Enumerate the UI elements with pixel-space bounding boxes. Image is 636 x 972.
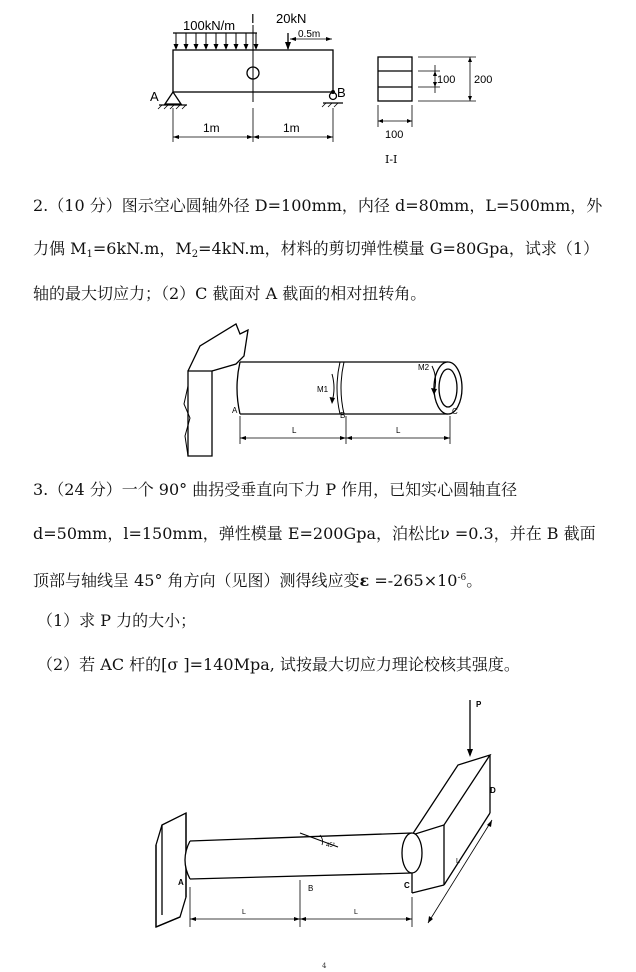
section-mark-label: I (251, 11, 255, 26)
span-left-label: 1m (203, 121, 220, 135)
section-width-dim: 100 (385, 129, 404, 141)
point-b-label: B (308, 884, 314, 893)
point-b-label: B (340, 411, 346, 420)
hollow-shaft-figure (180, 316, 480, 461)
q2-line-1: 2.（10 分）图示空心圆轴外径 D=100mm，内径 d=80mm，L=500mm，外 (33, 196, 603, 215)
q3-item-1: （1）求 P 力的大小； (37, 611, 197, 630)
point-c-label: C (404, 881, 410, 890)
angle-label: 45° (326, 843, 336, 849)
q2-line-2: 力偶 $M_1=6kN.m$，$M_2=4kN.m$，材料的剪切弹性模量 G=80Gpa，试求（1） (33, 239, 600, 260)
section-inner-dim: 100 (437, 74, 456, 86)
point-load-label: 20kN (276, 11, 307, 26)
distributed-load-label: 100kN/m (183, 18, 236, 33)
torque-m2-label: M2 (418, 363, 430, 372)
point-a-label: A (232, 406, 238, 415)
torque-m1-label: M1 (317, 385, 329, 394)
section-caption: I-I (385, 153, 398, 166)
support-a-label: A (150, 89, 159, 104)
q3-line-2: d=50mm，l=150mm，弹性模量 E=200Gpa，泊松比ν =0.3，并在 B 截面 (33, 524, 596, 543)
span-right-label: 1m (283, 121, 300, 135)
support-b-label: B (337, 85, 346, 100)
page-number: 4 (322, 962, 327, 970)
point-a-label: A (178, 878, 184, 887)
q2-line-3: 轴的最大切应力；（2）C 截面对 A 截面的相对扭转角。 (33, 284, 427, 303)
offset-label: 0.5m (298, 29, 321, 40)
crank-figure (150, 695, 510, 945)
q3-item-2: （2）若 AC 杆的[σ ]=140Mpa, 试按最大切应力理论校核其强度。 (37, 655, 520, 674)
length-l-right: L (396, 426, 401, 435)
q3-line-1: 3.（24 分）一个 90° 曲拐受垂直向下力 P 作用，已知实心圆轴直径 (33, 480, 518, 499)
q3-line-3: 顶部与轴线呈 45° 角方向（见图）测得线应变$\varepsilon =-265\times 10^{-6}$。 (33, 571, 483, 590)
length-l-arm: L (456, 858, 460, 865)
section-height-dim: 200 (474, 74, 493, 86)
load-p-label: P (476, 700, 482, 709)
point-d-label: D (490, 786, 496, 795)
length-l-right: L (354, 909, 358, 916)
length-l-left: L (292, 426, 297, 435)
length-l-left: L (242, 909, 246, 916)
point-c-label: C (452, 407, 458, 416)
beam-figure (140, 5, 500, 170)
